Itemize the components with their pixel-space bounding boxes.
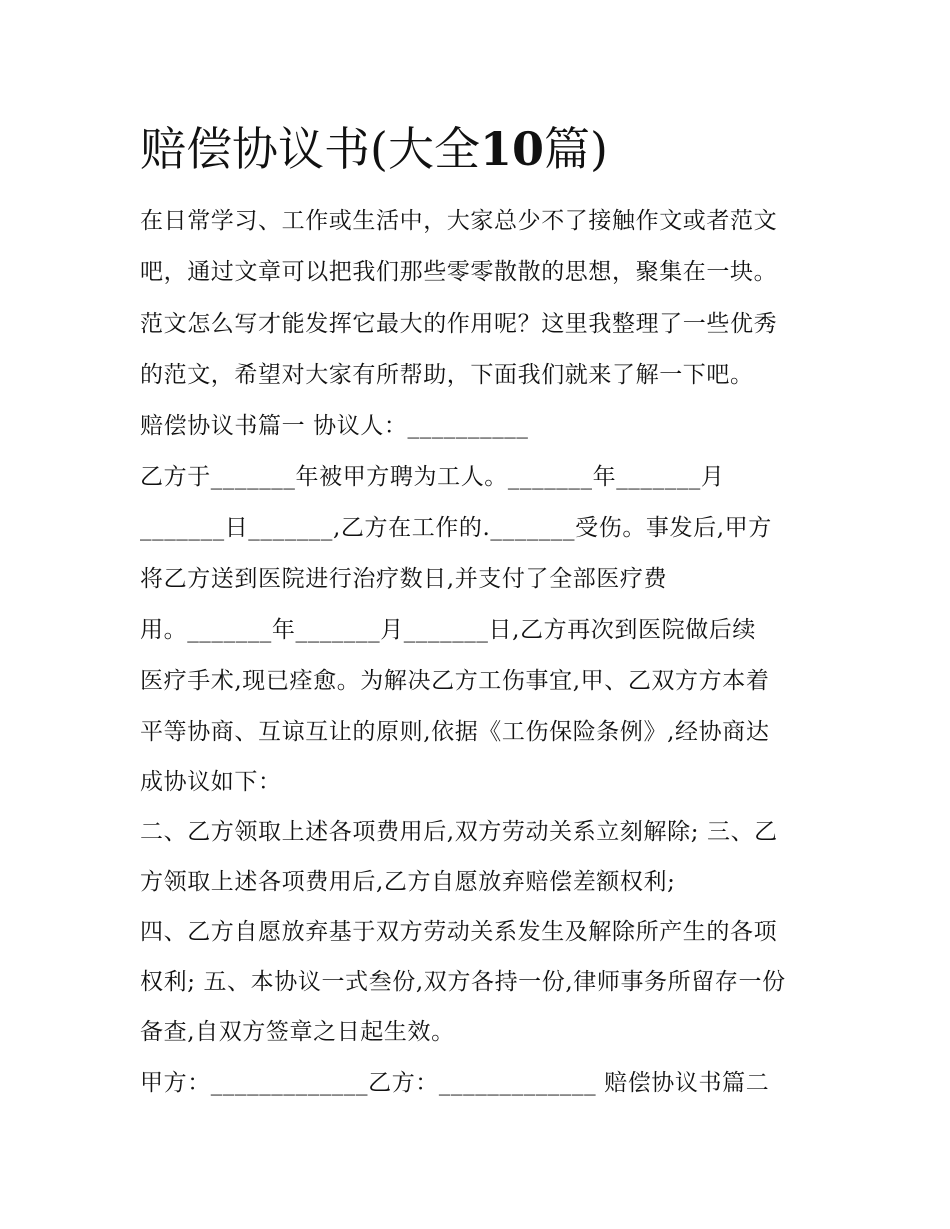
clause-line-4: 权利; 五、本协议一式叁份,双方各持一份,律师事务所留存一份	[140, 969, 786, 995]
clause-line-2: 方领取上述各项费用后,乙方自愿放弃赔偿差额权利;	[140, 869, 676, 895]
intro-line-4: 的范文，希望对大家有所帮助，下面我们就来了解一下吧。	[140, 362, 754, 388]
body-line-2: _______日_______,乙方在工作的._______受伤。事发后,甲方	[140, 515, 772, 541]
document-title	[140, 118, 608, 180]
body-line-7: 成协议如下：	[140, 769, 282, 795]
intro-line-1: 在日常学习、工作或生活中，大家总少不了接触作文或者范文	[140, 208, 778, 234]
title-suffix: 篇)	[543, 122, 608, 176]
body-line-5: 医疗手术,现已痊愈。为解决乙方工伤事宜,甲、乙双方方本着	[140, 668, 770, 694]
clause-line-3: 四、乙方自愿放弃基于双方劳动关系发生及解除所产生的各项	[140, 919, 778, 945]
body-line-6: 平等协商、互谅互让的原则,依据《工伤保险条例》,经协商达	[140, 719, 770, 745]
title-prefix: 赔偿协议书(大全	[140, 122, 480, 176]
intro-line-3: 范文怎么写才能发挥它最大的作用呢？这里我整理了一些优秀	[140, 311, 778, 337]
clause-line-5: 备查,自双方签章之日起生效。	[140, 1019, 455, 1045]
intro-line-2: 吧，通过文章可以把我们那些零零散散的思想，聚集在一块。	[140, 259, 778, 285]
body-line-4: 用。_______年_______月_______日,乙方再次到医院做后续	[140, 617, 757, 643]
clause-line-1: 二、乙方领取上述各项费用后,双方劳动关系立刻解除; 三、乙	[140, 819, 778, 845]
section-1-heading: 赔偿协议书篇一 协议人：__________	[140, 413, 529, 439]
title-number: 10	[479, 122, 544, 176]
signature-line: 甲方：_____________乙方：_____________ 赔偿协议书篇二	[140, 1070, 770, 1096]
body-line-1: 乙方于_______年被甲方聘为工人。_______年_______月	[140, 464, 725, 490]
body-line-3: 将乙方送到医院进行治疗数日,并支付了全部医疗费	[140, 566, 668, 592]
